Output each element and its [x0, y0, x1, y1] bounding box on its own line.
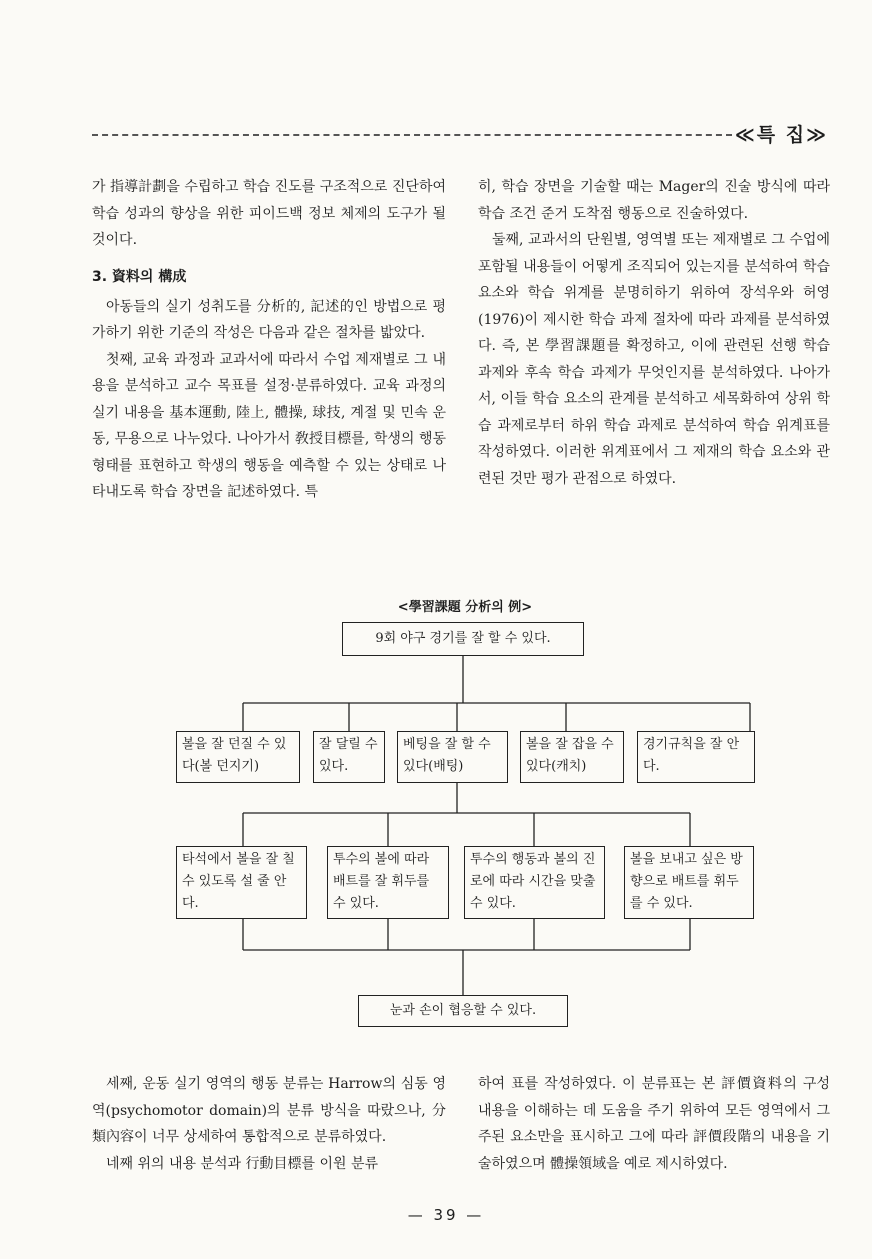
page-number: — 39 — [407, 1206, 485, 1224]
diagram-title: <學習課題 分析의 例> [397, 600, 533, 615]
paragraph: 세째, 운동 실기 영역의 행동 분류는 Harrow의 심동 영역(psychomotor domain)의 분류 방식을 따랐으나, 分類內容이 너무 상세하여 통합적으로 분류하였다. [92, 1076, 446, 1145]
diagram-level2-box: 투수의 행동과 볼의 진로에 따라 시간을 맞출 수 있다. [464, 846, 605, 919]
paragraph: 가 指導計劃을 수립하고 학습 진도를 구조적으로 진단하여 학습 성과의 향상을 위한 피이드백 정보 체제의 도구가 될 것이다. [92, 179, 446, 248]
paragraph: 첫째, 교육 과정과 교과서에 따라서 수업 제재별로 그 내용을 분석하고 교수 목표를 설정·분류하였다. 교육 과정의 실기 내용을 基本運動, 陸上, 體操, 球技, 계절 및 민속 운동, 무용으로 나누었다. 나아가서 敎授目標를, 학생의 행동형태를 표현하고 학생의 행동을 예측할 수 있는 상태로 나타내도록 학습 장면을 記述하였다. 특 [92, 351, 446, 500]
diagram-level1-box: 경기규칙을 잘 안다. [637, 731, 755, 783]
paragraph: 네째 위의 내용 분석과 行動目標를 이원 분류 [106, 1155, 379, 1172]
paragraph: 하여 표를 작성하였다. 이 분류표는 본 評價資料의 구성 내용을 이해하는 데 도움을 주기 위하여 모든 영역에서 그 주된 요소만을 표시하고 그에 따라 評價段階의 내용을 기술하였으며 體操領域을 예로 제시하였다. [478, 1076, 830, 1172]
diagram-level1-box: 볼을 잘 던질 수 있다(볼 던지기) [176, 731, 300, 783]
paragraph: 아동들의 실기 성취도를 分析的, 記述的인 방법으로 평가하기 위한 기준의 작성은 다음과 같은 절차를 밟았다. [92, 298, 446, 341]
diagram-level1-box: 잘 달릴 수 있다. [313, 731, 385, 783]
paragraph: 둘째, 교과서의 단원별, 영역별 또는 제재별로 그 수업에 포함될 내용들이 어떻게 조직되어 있는지를 분석하여 학습 요소와 학습 위계를 분명히하기 위하여 장석우와 허영(1976)이 제시한 학습 과제 절차에 따라 과제를 분석하였다. 즉, 본 學習課題를 확정하고, 이에 관련된 선행 학습 과제와 후속 학습 과제가 무엇인지를 분석하였다. 나아가서, 이들 학습 요소의 관계를 분석하고 세목화하여 상위 학습 과제로부터 하위 학습 과제로 분석하여 학습 위계표를 작성하였다. 이러한 위계표에서 그 제재의 학습 요소와 관련된 것만 평가 관점으로 하였다. [478, 232, 830, 487]
section-label: ≪특 집≫ [734, 124, 828, 146]
bottom-left-column [92, 1071, 446, 1177]
diagram-root-box: 9회 야구 경기를 잘 할 수 있다. [342, 622, 584, 656]
diagram-level1-box: 볼을 잘 잡을 수 있다(캐치) [520, 731, 624, 783]
section-heading: 3. 資料의 構成 [92, 268, 187, 285]
diagram-bottom-box: 눈과 손이 협응할 수 있다. [358, 995, 568, 1027]
paragraph: 히, 학습 장면을 기술할 때는 Mager의 진술 방식에 따라 학습 조건 준거 도착점 행동으로 진술하였다. [478, 179, 830, 222]
bottom-right-column [478, 1071, 830, 1177]
diagram-level2-box: 볼을 보내고 싶은 방향으로 배트를 휘두를 수 있다. [624, 846, 754, 919]
diagram-level2-box: 타석에서 볼을 잘 칠 수 있도록 설 줄 안다. [176, 846, 307, 919]
diagram-level1-box: 베팅을 잘 할 수 있다(배팅) [397, 731, 508, 783]
diagram-level2-box: 투수의 볼에 따라 배트를 잘 휘두를 수 있다. [327, 846, 449, 919]
